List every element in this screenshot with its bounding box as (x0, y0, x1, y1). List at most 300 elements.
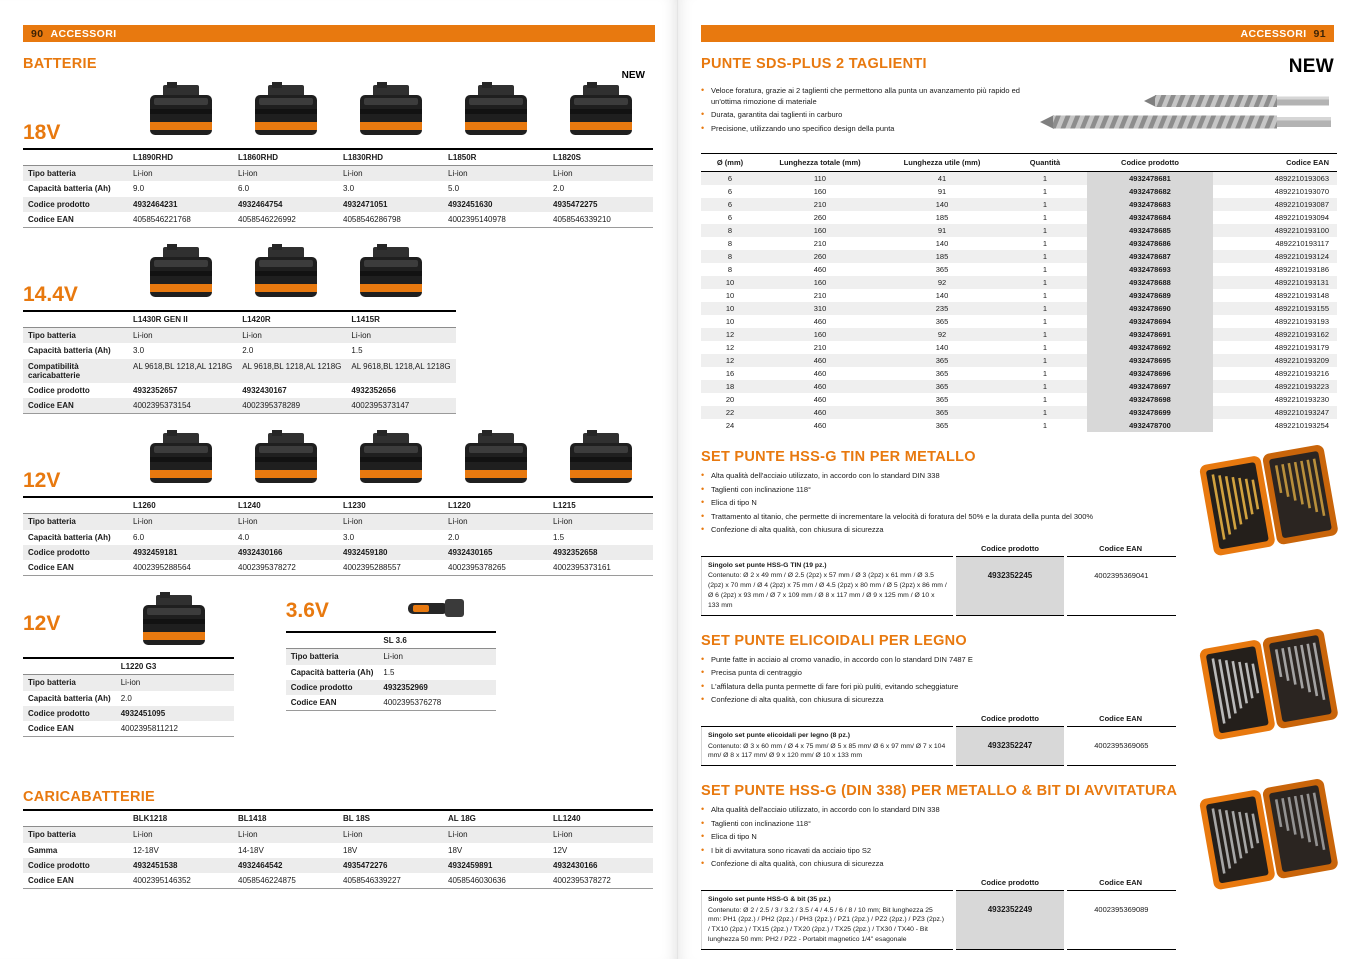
sds-cell: 260 (813, 213, 827, 222)
sds-row (701, 211, 1337, 224)
sds-cell: 140 (935, 343, 949, 352)
bullet-item: • Confezione di alta qualità, con chiusura di sicurezza (701, 695, 1121, 706)
battery-product-image (352, 127, 430, 144)
bullet-item: • Precisa punta di centraggio (701, 668, 1121, 679)
sds-column-header: Ø (mm) (701, 154, 759, 172)
sds-cell: 4932478694 (1087, 315, 1213, 328)
sds-cell: 1 (1042, 174, 1048, 183)
spec-value: 1.5 (553, 532, 565, 542)
spec-row (23, 383, 456, 398)
bullet-item: • Trattamento al titanio, che permette di incrementare la velocità di foratura del 50% e la durata della punta del 300% (701, 512, 1121, 523)
set-description (702, 890, 955, 949)
sds-cell: 8 (727, 265, 733, 274)
sds-cell: 460 (813, 382, 827, 391)
sds-cell: 365 (935, 382, 949, 391)
sds-cell: 16 (725, 369, 735, 378)
sds-cell: 12 (725, 356, 735, 365)
spec-row (286, 680, 497, 695)
sds-cell: 210 (813, 200, 827, 209)
sds-cell: 10 (725, 317, 735, 326)
spec-value: Li-ion (133, 830, 153, 840)
sds-column-header: Lunghezza totale (mm) (759, 154, 881, 172)
battery-product-image (247, 475, 325, 492)
battery-group (23, 244, 655, 414)
sds-row (701, 367, 1337, 380)
charger-table-wrap (23, 809, 655, 889)
battery-product-image (352, 475, 430, 492)
sds-cell: 365 (935, 265, 949, 274)
set-codes-row (702, 556, 1177, 615)
sds-cell: 22 (725, 408, 735, 417)
bullet-item: • Elica di tipo N (701, 498, 1121, 509)
sds-cell: 365 (935, 356, 949, 365)
spec-row-label: Codice EAN (28, 875, 74, 885)
sds-row (701, 393, 1337, 406)
spec-value: AL 9618,BL 1218,AL 1218G (133, 361, 233, 371)
sds-cell: 160 (813, 278, 827, 287)
sds-row (701, 380, 1337, 393)
battery-product-image (142, 475, 220, 492)
battery-image-cell (128, 430, 233, 493)
spec-value: 4932459180 (343, 547, 388, 557)
page-number-left: 90 (31, 27, 44, 40)
page-right-header-bar (701, 25, 1334, 42)
battery-product-image (457, 475, 535, 492)
spec-row (23, 197, 653, 212)
sds-cell: 235 (935, 304, 949, 313)
spec-value: Li-ion (133, 517, 153, 527)
spec-row (23, 398, 456, 414)
sds-cell: 4932478699 (1087, 406, 1213, 419)
sds-cell: 4932478686 (1087, 237, 1213, 250)
set-case-image (1196, 445, 1344, 562)
spec-row (23, 858, 653, 873)
sds-cell: 4892210193193 (1274, 317, 1329, 326)
sds-cell: 1 (1042, 330, 1048, 339)
spec-value: 4058546339227 (343, 875, 401, 885)
sds-cell: 1 (1042, 395, 1048, 404)
sds-cell: 4932478690 (1087, 302, 1213, 315)
battery-image-cell (378, 592, 496, 629)
voltage-label: 18V (23, 121, 61, 144)
sds-table (701, 153, 1337, 432)
spec-row-label: Tipo batteria (28, 517, 76, 527)
sds-row (701, 419, 1337, 432)
battery-product-image (142, 127, 220, 144)
spec-row-label: Codice prodotto (28, 547, 90, 557)
spec-row (23, 843, 653, 858)
sds-column-header: Codice EAN (1213, 154, 1337, 172)
spec-row (23, 827, 653, 843)
sds-row (701, 289, 1337, 302)
spec-value: 4932352657 (133, 385, 178, 395)
set-bullet-list (701, 471, 1121, 536)
sds-cell: 160 (813, 226, 827, 235)
spec-value: 4002395373154 (133, 401, 191, 411)
spec-value: Li-ion (238, 169, 258, 179)
model-name: L1220 (443, 497, 548, 514)
sds-row (701, 341, 1337, 354)
set-codes-header-row (702, 541, 1177, 557)
battery-group-header (23, 70, 655, 145)
small-battery-header (23, 592, 234, 655)
sds-cell: 4892210193216 (1274, 369, 1329, 378)
sds-cell: 460 (813, 395, 827, 404)
battery-product-image (247, 289, 325, 306)
codice-prodotto-header: Codice prodotto (955, 875, 1066, 891)
sds-row (701, 276, 1337, 289)
sds-cell: 460 (813, 369, 827, 378)
model-name-row (286, 632, 497, 649)
sds-cell: 4892210193179 (1274, 343, 1329, 352)
sds-cell: 260 (813, 252, 827, 261)
sds-cell: 4932478691 (1087, 328, 1213, 341)
sds-cell: 460 (813, 421, 827, 430)
sds-cell: 4892210193094 (1274, 213, 1329, 222)
spec-row-label: Capacità batteria (Ah) (28, 532, 111, 542)
sds-cell: 41 (937, 174, 947, 183)
spec-value: 4932459891 (448, 860, 493, 870)
set-description-content: Contenuto: Ø 3 x 60 mm / Ø 4 x 75 mm/ Ø 5 x 85 mm/ Ø 6 x 97 mm/ Ø 7 x 104 mm/ Ø 8 x 117 mm/ Ø 9 x 120 mm/ Ø 10 x 133 mm (708, 742, 946, 760)
set-title: SET PUNTE HSS-G TIN PER METALLO (701, 449, 976, 465)
sds-cell: 310 (813, 304, 827, 313)
model-name: L1260 (128, 497, 233, 514)
spec-row-label: Codice EAN (290, 697, 337, 707)
set-desc-spacer (702, 541, 955, 557)
small-battery-header (286, 592, 497, 629)
spec-value: 4002395811212 (120, 723, 178, 733)
spec-value: Li-ion (383, 652, 403, 662)
spec-row-label: Capacità batteria (Ah) (28, 346, 111, 356)
sds-intro (701, 86, 1334, 143)
set-ean-code: 4002395369065 (1065, 726, 1176, 766)
spec-value: 4932464754 (238, 199, 283, 209)
model-name: L1820S (548, 149, 653, 166)
battery-product-image (247, 127, 325, 144)
page-right (678, 0, 1356, 959)
spec-value: 4058546030636 (448, 875, 506, 885)
spec-label-spacer (23, 810, 128, 827)
spec-value: 4935472275 (553, 199, 598, 209)
spec-value: 3.0 (343, 532, 355, 542)
spec-value: 4002395288564 (133, 563, 191, 572)
small-battery-group (286, 592, 497, 737)
battery-image-cell (128, 244, 233, 307)
spec-row (23, 514, 653, 530)
spec-row (23, 343, 456, 358)
spec-value: 12V (553, 845, 568, 855)
caricabatterie-title: CARICABATTERIE (23, 789, 156, 806)
sds-cell: 460 (813, 356, 827, 365)
spec-value: 4002395288557 (343, 563, 401, 572)
bullet-item: • Precisione, utilizzando uno specifico design della punta (701, 124, 1038, 135)
battery-product-image (135, 637, 213, 654)
sds-cell: 1 (1042, 356, 1048, 365)
sds-row (701, 315, 1337, 328)
new-badge: NEW (621, 70, 645, 81)
sds-cell: 365 (935, 317, 949, 326)
sds-row (701, 263, 1337, 276)
spec-value: 4058546339210 (553, 214, 611, 224)
sds-cell: 185 (935, 252, 949, 261)
battery-image-cell (443, 430, 548, 493)
sds-cell: 1 (1042, 382, 1048, 391)
spec-value: 1.5 (351, 346, 363, 356)
spec-value: 9.0 (133, 184, 145, 194)
spec-value: 18V (343, 845, 358, 855)
model-name-row (23, 810, 653, 827)
sds-cell: 4932478700 (1087, 419, 1213, 432)
sds-row (701, 224, 1337, 237)
sds-cell: 1 (1042, 304, 1048, 313)
set-codes-table (701, 541, 1176, 616)
spec-value: 14-18V (238, 845, 264, 855)
section-label-left: ACCESSORI (50, 27, 117, 40)
model-name-row (23, 311, 456, 328)
spec-value: Li-ion (448, 830, 468, 840)
sds-row (701, 328, 1337, 341)
sds-cell: 4932478684 (1087, 211, 1213, 224)
spec-row-label: Compatibilità caricabatterie (28, 361, 81, 380)
battery-image-cell (338, 430, 443, 493)
spec-value: 2.0 (553, 184, 565, 194)
spec-value: Li-ion (133, 331, 153, 341)
battery-image-cell (443, 82, 548, 145)
sds-bullet-list (701, 86, 1038, 137)
set-sections (701, 449, 1334, 950)
sds-cell: 1 (1042, 200, 1048, 209)
spec-value: Li-ion (351, 331, 371, 341)
spec-value: 4932352656 (351, 385, 396, 395)
bullet-item: • Punte fatte in acciaio al cromo vanadio, in accordo con lo standard DIN 7487 E (701, 655, 1121, 666)
page-left-header-bar (23, 25, 655, 42)
set-title: SET PUNTE HSS-G (DIN 338) PER METALLO & BIT DI AVVITATURA (701, 783, 1178, 800)
sds-cell: 1 (1042, 265, 1048, 274)
voltage-label: 14.4V (23, 282, 78, 306)
sds-cell: 91 (937, 187, 947, 196)
spec-label-spacer (23, 311, 128, 328)
spec-value: AL 9618,BL 1218,AL 1218G (242, 361, 342, 371)
battery-product-image (142, 289, 220, 306)
sds-cell: 4892210193117 (1275, 239, 1329, 248)
spec-row-label: Codice EAN (28, 214, 74, 224)
spec-label-spacer (286, 632, 379, 649)
sds-column-header: Lunghezza utile (mm) (881, 154, 1003, 172)
spec-value: 3.0 (133, 346, 145, 356)
model-name: L1830RHD (338, 149, 443, 166)
spec-row (23, 530, 653, 545)
sds-cell: 20 (725, 395, 735, 404)
spec-table (286, 631, 497, 711)
sds-cell: 12 (725, 343, 735, 352)
spec-value: 4932459181 (133, 547, 178, 557)
set-codes-header-row (702, 711, 1177, 727)
sds-cell: 8 (727, 252, 733, 261)
sds-cell: 1 (1042, 291, 1048, 300)
spec-row-label: Tipo batteria (28, 169, 76, 179)
spec-row (23, 181, 653, 196)
battery-image-cell (233, 82, 338, 145)
battery-image-cell (338, 82, 443, 145)
sds-cell: 4932478689 (1087, 289, 1213, 302)
spec-row (23, 675, 234, 691)
model-name: L1230 (338, 497, 443, 514)
battery-image-cell (338, 244, 443, 307)
sds-row (701, 250, 1337, 263)
sds-table-wrap (701, 153, 1334, 432)
spec-value: Li-ion (553, 169, 573, 179)
sds-cell: 210 (813, 343, 827, 352)
sds-cell: 92 (937, 278, 947, 287)
spec-row-label: Codice prodotto (28, 199, 90, 209)
codice-ean-header: Codice EAN (1065, 541, 1176, 557)
spec-value: 4002395378265 (448, 563, 506, 572)
codice-ean-header: Codice EAN (1065, 875, 1176, 891)
spec-table (23, 809, 653, 889)
set-body (701, 471, 1334, 616)
spec-row (23, 328, 456, 344)
sds-cell: 210 (813, 239, 827, 248)
model-name-row (23, 658, 234, 675)
spec-row-label: Codice EAN (28, 723, 74, 733)
sds-row (701, 172, 1337, 186)
sds-cell: 4892210193162 (1274, 330, 1329, 339)
set-bullet-list (701, 805, 1121, 870)
spec-value: 4932430166 (238, 547, 283, 557)
sds-cell: 1 (1042, 278, 1048, 287)
set-description-content: Contenuto: Ø 2 x 49 mm / Ø 2.5 (2pz) x 57 mm / Ø 3 (2pz) x 61 mm / Ø 3.5 (2pz) x 70 mm / Ø 4 (2pz) x 75 mm / Ø 4.5 (2pz) x 80 mm / Ø 5 (2pz) x 86 mm / Ø 6 (2pz) x 93 mm / Ø 7 x 109 mm / Ø 8 x 117 mm / Ø 9 x 125 mm / Ø 10 x 133 mm (708, 572, 947, 609)
sds-cell: 4932478695 (1087, 354, 1213, 367)
set-description-title: Singolo set punte HSS-G & bit (35 pz.) (708, 895, 831, 903)
battery-images-row (128, 244, 443, 307)
spec-row (23, 691, 234, 706)
spec-value: 3.0 (343, 184, 355, 194)
spec-value: Li-ion (120, 678, 141, 688)
spec-value: 4932451630 (448, 199, 493, 209)
model-name: L1420R (237, 311, 346, 328)
bullet-item: • Durata, garantita dai taglienti in carburo (701, 110, 1038, 121)
bullet-item: • Confezione di alta qualità, con chiusura di sicurezza (701, 525, 1121, 536)
spec-value: Li-ion (343, 830, 363, 840)
model-name: BLK1218 (128, 810, 233, 827)
spec-row (23, 721, 234, 737)
set-product-code: 4932352245 (955, 556, 1066, 615)
set-description-content: Contenuto: Ø 2 / 2.5 / 3 / 3.2 / 3.5 / 4 / 4.5 / 6 / 8 / 10 mm; Bit lunghezza 25 mm: PH1 (2pz.) / PH2 (2pz.) / PH3 (2pz.) / PZ1 (2pz.) / PZ2 (2pz.) / PZ3 (2pz.) / TX10 (2pz.) / TX15 (2pz.) / TX20 (2pz.) / TX25 (2pz.) / TX30 / TX40 - Bit lunghezza 50 mm: PH2 / PZ2 - Portabit magnetico 1/4" esagonale (708, 906, 945, 944)
sds-cell: 4892210193063 (1274, 174, 1329, 183)
spec-row-label: Tipo batteria (28, 830, 76, 840)
small-battery-groups (23, 592, 655, 737)
spec-value: 2.0 (120, 693, 132, 703)
sds-row (701, 185, 1337, 198)
spec-row-label: Tipo batteria (28, 331, 76, 341)
set-body (701, 655, 1334, 767)
spec-value: 4932430165 (448, 547, 493, 557)
model-name: BL1418 (233, 810, 338, 827)
battery-image-cell (548, 430, 653, 493)
bullet-item: • Taglienti con inclinazione 118° (701, 485, 1121, 496)
spec-row-label: Capacità batteria (Ah) (28, 693, 111, 703)
spec-value: Li-ion (242, 331, 262, 341)
codice-prodotto-header: Codice prodotto (955, 541, 1066, 557)
spec-value: Li-ion (448, 517, 468, 527)
sds-cell: 8 (727, 226, 733, 235)
spec-row-label: Codice prodotto (290, 682, 353, 692)
sds-cell: 18 (725, 382, 735, 391)
battery-image-cell (233, 430, 338, 493)
sds-row (701, 406, 1337, 419)
sds-row (701, 198, 1337, 211)
sds-cell: 4932478697 (1087, 380, 1213, 393)
battery-product-image (562, 475, 640, 492)
battery-group-header (23, 244, 655, 307)
battery-group (23, 430, 655, 576)
sds-cell: 4892210193100 (1274, 226, 1329, 235)
sds-cell: 92 (937, 330, 947, 339)
spec-row (23, 560, 653, 576)
battery-image-cell (233, 244, 338, 307)
spec-row-label: Tipo batteria (290, 652, 339, 662)
sds-cell: 4932478698 (1087, 393, 1213, 406)
spec-row-label: Capacità batteria (Ah) (290, 667, 374, 677)
set-codes-header-row (702, 875, 1177, 891)
sds-cell: 4892210193070 (1274, 187, 1329, 196)
set-product-code: 4932352249 (955, 890, 1066, 949)
spec-value: 18V (448, 845, 463, 855)
spec-value: 4932471051 (343, 199, 388, 209)
set-codes-table (701, 711, 1176, 767)
section-label-right: ACCESSORI (1240, 27, 1307, 40)
spec-value: Li-ion (343, 517, 363, 527)
sds-cell: 1 (1042, 343, 1048, 352)
set-case-image (1196, 779, 1344, 896)
spec-value: 4932352658 (553, 547, 598, 557)
battery-groups (23, 70, 655, 576)
battery-product-image (405, 611, 469, 628)
sds-cell: 365 (935, 369, 949, 378)
sds-cell: 6 (727, 187, 733, 196)
sds-cell: 1 (1042, 226, 1048, 235)
spec-table (23, 310, 456, 414)
sds-cell: 460 (813, 265, 827, 274)
spec-value: 4932352969 (383, 682, 428, 692)
spec-value: 4058546221768 (133, 214, 191, 224)
sds-cell: 4892210193247 (1274, 408, 1329, 417)
small-battery-group (23, 592, 234, 737)
sds-cell: 1 (1042, 213, 1048, 222)
sds-header-row (701, 154, 1337, 172)
set-left (701, 805, 1176, 950)
model-name: L1240 (233, 497, 338, 514)
sds-cell: 6 (727, 174, 733, 183)
sds-cell: 6 (727, 200, 733, 209)
spec-value: 6.0 (133, 532, 145, 542)
bullet-item: • I bit di avvitatura sono ricavati da acciaio tipo S2 (701, 846, 1121, 857)
sds-cell: 140 (935, 291, 949, 300)
sds-cell: 8 (727, 239, 733, 248)
spec-value: Li-ion (133, 169, 153, 179)
sds-column-header: Quantità (1003, 154, 1087, 172)
sds-cell: 4932478696 (1087, 367, 1213, 380)
model-name: BL 18S (338, 810, 443, 827)
set-description-title: Singolo set punte HSS-G TIN (19 pz.) (708, 561, 827, 569)
model-name: L1890RHD (128, 149, 233, 166)
set-codes-table (701, 875, 1176, 950)
sds-cell: 10 (725, 304, 735, 313)
set-section (701, 633, 1334, 767)
sds-cell: 1 (1042, 408, 1048, 417)
sds-cell: 4892210193148 (1274, 291, 1329, 300)
spec-value: AL 9618,BL 1218,AL 1218G (351, 361, 451, 371)
